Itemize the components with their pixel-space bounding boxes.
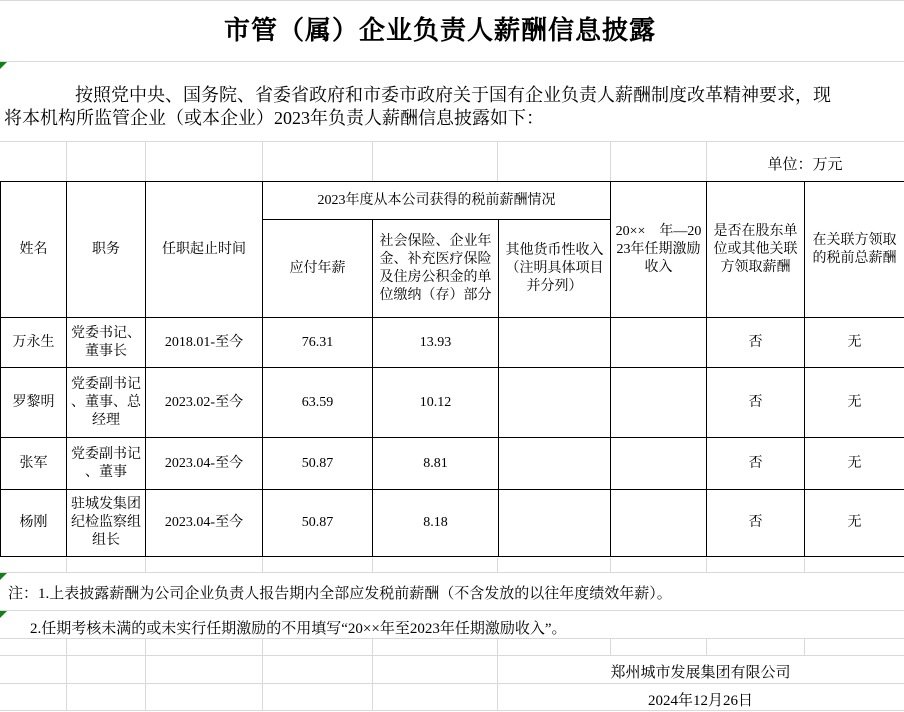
cell-related-pay: 无 (805, 438, 904, 490)
cell-position: 党委副书记、董事、总经理 (67, 368, 146, 438)
gridline-v (610, 558, 611, 572)
gridline-h (0, 610, 904, 611)
cell-position: 党委副书记、董事 (67, 438, 146, 490)
note-1: 注：1.上表披露薪酬为公司企业负责人报告期内全部应发税前薪酬（不含发放的以往年度绩效年薪）。 (8, 586, 672, 602)
cell-name: 杨刚 (1, 490, 67, 557)
gridline-v (372, 655, 373, 710)
table-header-row-1 (1, 182, 904, 220)
gridline-v (66, 638, 67, 655)
gridline-v (145, 141, 146, 181)
gridline-v (145, 655, 146, 710)
cell-tenure: 2023.04-至今 (146, 438, 263, 490)
gridline-v (804, 638, 805, 655)
intro-line-2: 将本机构所监管企业（或本企业）2023年负责人薪酬信息披露如下： (4, 108, 544, 128)
cell-salary: 50.87 (263, 490, 373, 557)
cell-insurance: 13.93 (373, 318, 499, 368)
col-header-pretax-group: 2023年度从本公司获得的税前薪酬情况 (263, 182, 611, 220)
gridline-v (372, 558, 373, 572)
cell-related-flag: 否 (707, 490, 805, 557)
cell-name: 万永生 (1, 318, 67, 368)
cell-related-pay: 无 (805, 368, 904, 438)
col-header-tenure-incentive: 20×× 年—2023年任期激励收入 (611, 182, 707, 318)
cell-related-flag: 否 (707, 438, 805, 490)
gridline-h (0, 710, 904, 711)
gridline-v (66, 141, 67, 181)
col-header-name: 姓名 (1, 182, 67, 318)
cell-tenure: 2018.01-至今 (146, 318, 263, 368)
note-2: 2.任期考核未满的或未实行任期激励的不用填写“20××年至2023年任期激励收入”。 (30, 621, 567, 637)
gridline-h (0, 655, 904, 656)
gridline-h (0, 683, 904, 684)
table-row (1, 318, 904, 368)
cell-related-pay: 无 (805, 490, 904, 557)
salary-table (0, 181, 904, 557)
col-header-related-pay: 在关联方领取的税前总薪酬 (805, 182, 904, 318)
gridline-v (610, 638, 611, 655)
col-header-related-flag: 是否在股东单位或其他关联方领取薪酬 (707, 182, 805, 318)
cell-name: 张军 (1, 438, 67, 490)
cell-name: 罗黎明 (1, 368, 67, 438)
table-row (1, 438, 904, 490)
gridline-v (262, 141, 263, 181)
col-header-position: 职务 (67, 182, 146, 318)
gridline-v (497, 141, 498, 181)
col-header-tenure: 任职起止时间 (146, 182, 263, 318)
cell-related-flag: 否 (707, 318, 805, 368)
cell-related-flag: 否 (707, 368, 805, 438)
gridline-h (0, 638, 904, 639)
gridline-v (372, 141, 373, 181)
gridline-h (0, 141, 904, 142)
cell-marker-triangle-icon (0, 573, 7, 580)
gridline-v (262, 638, 263, 655)
cell-other-income (499, 318, 611, 368)
gridline-h (0, 61, 904, 62)
page-title: 市管（属）企业负责人薪酬信息披露 (223, 16, 656, 45)
gridline-v (145, 638, 146, 655)
cell-position: 驻城发集团纪检监察组组长 (67, 490, 146, 557)
gridline-v (66, 558, 67, 572)
cell-salary: 63.59 (263, 368, 373, 438)
intro-line-1: 按照党中央、国务院、省委省政府和市委市政府关于国有企业负责人薪酬制度改革精神要求，现 (75, 85, 831, 105)
cell-salary: 50.87 (263, 438, 373, 490)
table-row (1, 490, 904, 557)
gridline-v (372, 638, 373, 655)
gridline-v (497, 558, 498, 572)
cell-incentive (611, 490, 707, 557)
cell-tenure: 2023.04-至今 (146, 490, 263, 557)
cell-insurance: 8.18 (373, 490, 499, 557)
gridline-v (610, 141, 611, 181)
cell-tenure: 2023.02-至今 (146, 368, 263, 438)
col-header-other-income: 其他货币性收入（注明具体项目并分列） (499, 220, 611, 318)
gridline-v (497, 638, 498, 655)
gridline-v (145, 558, 146, 572)
cell-other-income (499, 490, 611, 557)
cell-other-income (499, 368, 611, 438)
cell-incentive (611, 438, 707, 490)
gridline-v (706, 638, 707, 655)
gridline-v (262, 655, 263, 710)
cell-position: 党委书记、董事长 (67, 318, 146, 368)
cell-insurance: 10.12 (373, 368, 499, 438)
cell-incentive (611, 318, 707, 368)
cell-insurance: 8.81 (373, 438, 499, 490)
unit-label: 单位：万元 (767, 157, 843, 173)
gridline-v (66, 655, 67, 710)
gridline-v (706, 558, 707, 572)
gridline-h (0, 572, 904, 573)
gridline-v (262, 558, 263, 572)
table-row (1, 368, 904, 438)
col-header-social-insurance: 社会保险、企业年金、补充医疗保险及住房公积金的单位缴纳（存）部分 (373, 220, 499, 318)
footer-company: 郑州城市发展集团有限公司 (610, 665, 791, 681)
footer-date: 2024年12月26日 (647, 693, 753, 709)
cell-other-income (499, 438, 611, 490)
gridline-v (804, 558, 805, 572)
cell-marker-triangle-icon (0, 611, 7, 618)
cell-related-pay: 无 (805, 318, 904, 368)
cell-marker-triangle-icon (0, 62, 7, 69)
cell-incentive (611, 368, 707, 438)
cell-salary: 76.31 (263, 318, 373, 368)
gridline-h (0, 0, 904, 1)
col-header-payable-salary: 应付年薪 (263, 220, 373, 318)
